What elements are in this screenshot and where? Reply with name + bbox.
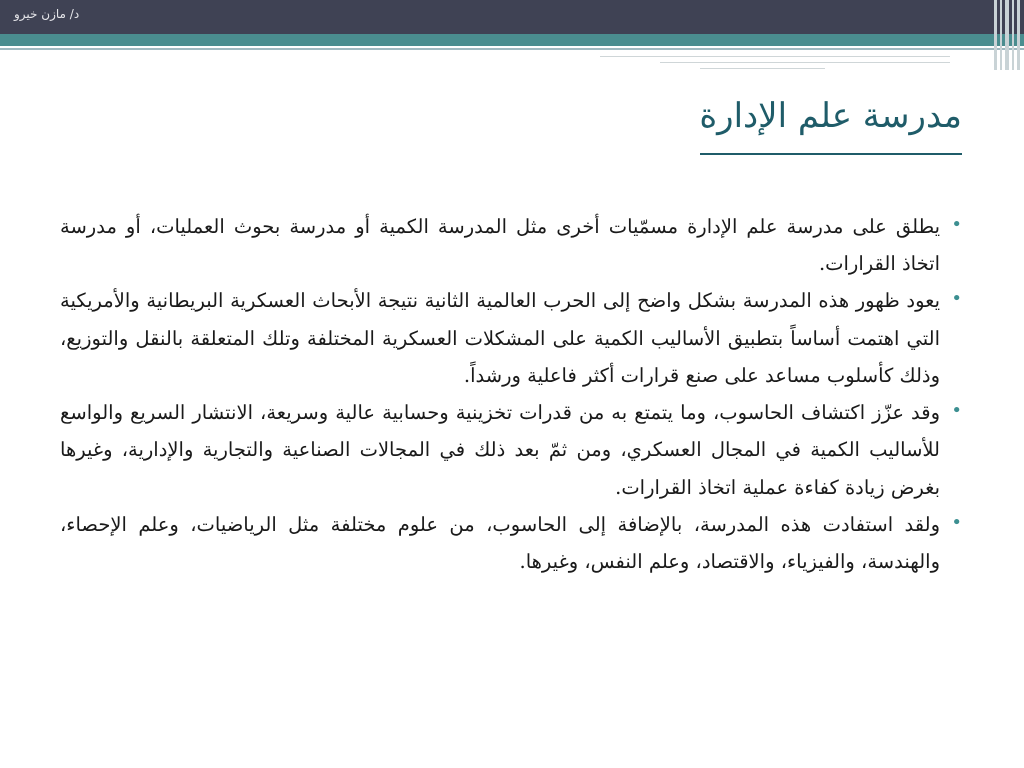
- decor-line: [700, 68, 825, 69]
- list-item: [60, 208, 962, 282]
- bullet-icon: •: [951, 214, 962, 235]
- author-label: د/ مازن خيرو: [14, 7, 80, 21]
- list-item-text: يعود ظهور هذه المدرسة بشكل واضح إلى الحرب العالمية الثانية نتيجة الأبحاث العسكرية البريطانية والأمريكية التي اهتمت أساساً بتطبيق الأساليب الكمية على المشكلات العسكرية المختلفة وتلك المتعلقة بالنقل والتوزيع، وذلك كأسلوب مساعد على صنع قرارات أكثر فاعلية ورشداً.: [60, 289, 940, 387]
- list-item-text: يطلق على مدرسة علم الإدارة مسمّيات أخرى مثل المدرسة الكمية أو مدرسة بحوث العمليات، أو مدرسة اتخاذ القرارات.: [60, 215, 940, 276]
- list-item: [60, 506, 962, 580]
- list-item: [60, 282, 962, 394]
- list-item-text: وقد عزّز اكتشاف الحاسوب، وما يتمتع به من قدرات تخزينية وحسابية عالية وسريعة، الانتشار السريع والواسع للأساليب الكمية في المجال العسكري، ومن ثمّ بعد ذلك في المجالات الصناعية والتجارية والإدارية، وغيرها بغرض زيادة كفاءة عملية اتخاذ القرارات.: [60, 401, 940, 499]
- decor-line: [600, 56, 950, 57]
- bullet-icon: •: [951, 511, 962, 533]
- bullet-icon: •: [951, 288, 962, 310]
- bullet-list: [60, 208, 962, 580]
- list-item: [60, 394, 962, 506]
- slide-body: [60, 208, 962, 580]
- decor-line: [660, 62, 950, 63]
- header-divider-line: [0, 48, 1024, 50]
- header-accent-band: [0, 34, 1024, 46]
- corner-stripes-decoration: [988, 0, 1024, 70]
- list-item-text: ولقد استفادت هذه المدرسة، بالإضافة إلى الحاسوب، من علوم مختلفة مثل الرياضيات، وعلم الإحصاء، والهندسة، والفيزياء، والاقتصاد، وعلم النفس، وغيرها.: [60, 512, 940, 574]
- slide-title: مدرسة علم الإدارة: [699, 96, 962, 136]
- bullet-icon: •: [951, 400, 962, 422]
- header-bar: [0, 0, 1024, 34]
- title-underline: [700, 153, 962, 155]
